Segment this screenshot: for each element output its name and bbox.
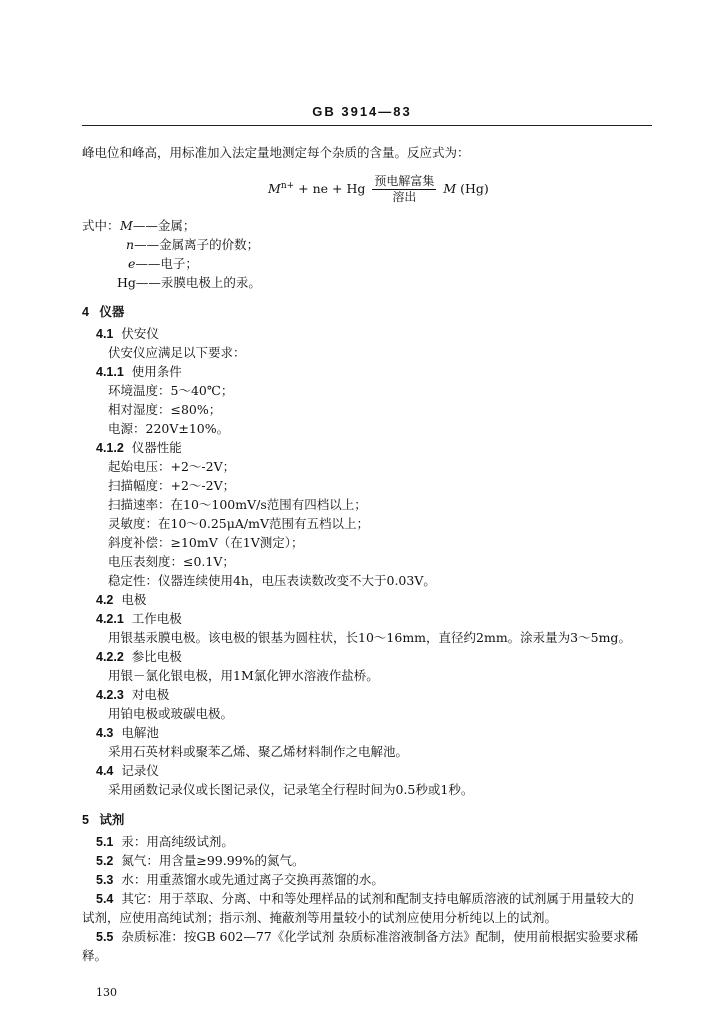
list-item: 扫描速率：在10～100mV/s范围有四档以上； [108,497,367,512]
list-item: 相对湿度：≤80%； [108,402,222,417]
arrow-bottom-label: 溶出 [392,190,417,204]
section-heading: 4.1.1 使用条件 [96,364,182,379]
reagent-item: 5.3 水：用重蒸馏水或先通过离子交换再蒸馏的水。 [96,872,384,887]
body-text: 用银基汞膜电极。该电极的银基为圆柱状，长10～16mm，直径约2mm。涂汞量为3～5mg。 [108,630,631,645]
reagent-item-continuation: 试剂，应使用高纯试剂；指示剂、掩蔽剂等用量较小的试剂应使用分析纯以上的试剂。 [82,910,558,925]
legend-item: M——金属； [120,218,196,233]
reagent-item: 5.4 其它：用于萃取、分离、中和等处理样品的试剂和配制支持电解质溶液的试剂属于用量较大的 [96,891,634,906]
legend-item: e——电子； [128,256,198,271]
legend-item: Hg——汞膜电极上的汞。 [117,275,261,290]
section-heading: 4.3 电解池 [96,725,159,740]
legend-item: n——金属离子的价数； [126,237,260,252]
equation-lhs-m: M [268,181,281,196]
equation-arrow [372,174,436,205]
section-heading: 4.2.1 工作电极 [96,611,182,626]
section-heading: 5 试剂 [82,813,125,827]
document-header: GB 3914—83 [312,104,412,119]
section-heading: 4.2 电极 [96,592,147,607]
body-text: 伏安仪应满足以下要求： [108,345,246,360]
section-heading: 4 仪器 [82,305,125,319]
list-item: 环境温度：5～40℃； [108,383,234,398]
list-item: 斜度补偿：≥10mV（在1V测定）； [108,535,304,550]
list-item: 电源：220V±10%。 [108,421,230,436]
section-heading: 4.4 记录仪 [96,763,159,778]
page-number: 130 [96,986,117,999]
equation-rhs-m: M [443,181,457,196]
reaction-equation [268,174,489,205]
equation-rhs-rest: (Hg) [460,181,489,196]
reagent-item: 5.1 汞：用高纯级试剂。 [96,834,234,849]
body-text: 用铂电极或玻碳电极。 [108,706,234,721]
list-item: 稳定性：仪器连续使用4h，电压表读数改变不大于0.03V。 [108,573,436,588]
legend-prefix: 式中： [82,218,120,233]
body-text: 采用石英材料或聚苯乙烯、聚乙烯材料制作之电解池。 [108,744,409,759]
section-heading: 4.1.2 仪器性能 [96,440,182,455]
section-heading: 4.2.3 对电极 [96,687,170,702]
section-heading: 4.1 伏安仪 [96,326,159,341]
equation-lhs-rest: + ne + Hg [298,181,366,196]
header-rule [82,125,652,126]
body-text: 采用函数记录仪或长图记录仪，记录笔全行程时间为0.5秒或1秒。 [108,782,474,797]
section-heading: 4.2.2 参比电极 [96,649,182,664]
equation-lhs-sup: n+ [280,180,295,191]
intro-text: 峰电位和峰高，用标准加入法定量地测定每个杂质的含量。反应式为： [82,145,470,160]
reagent-item-continuation: 释。 [82,948,108,963]
list-item: 电压表刻度：≤0.1V； [108,554,235,569]
list-item: 起始电压：+2～-2V； [108,459,236,474]
reagent-item: 5.5 杂质标准：按GB 602—77《化学试剂 杂质标准溶液制备方法》配制，使用前根据实验要求稀 [96,929,639,944]
list-item: 扫描幅度：+2～-2V； [108,478,236,493]
list-item: 灵敏度：在10～0.25μA/mV范围有五档以上； [108,516,369,531]
reagent-item: 5.2 氮气：用含量≥99.99%的氮气。 [96,853,305,868]
body-text: 用银－氯化银电极，用1M氯化钾水溶液作盐桥。 [108,668,379,683]
arrow-top-label: 预电解富集 [374,174,435,188]
